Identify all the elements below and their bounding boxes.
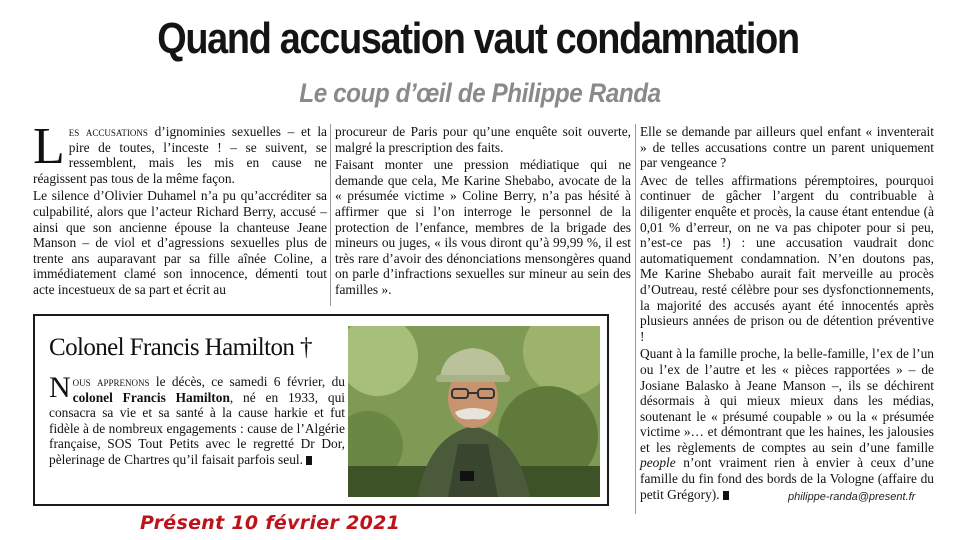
column-divider	[635, 124, 636, 514]
article-column-1	[33, 118, 327, 300]
column-divider	[330, 124, 331, 306]
article-paragraph: procureur de Paris pour qu’une enquête soit ouverte, malgré la prescription des faits.	[335, 124, 631, 155]
lead-in: ous apprenons	[72, 374, 150, 389]
article-paragraph	[33, 118, 327, 186]
italic-word: people	[640, 455, 676, 471]
author-email: philippe-randa@present.fr	[788, 491, 916, 503]
article-column-2	[335, 124, 631, 300]
article-paragraph: Elle se demande par ailleurs quel enfant « inventerait » de telles accusations contre un parent uniquement par vengeance ?	[640, 124, 934, 171]
portrait-illustration	[348, 326, 600, 497]
headline: Quand accusation vaut condamnation	[157, 14, 799, 63]
bold-name: colonel Francis Hamilton	[72, 389, 230, 405]
lead-in: es accusations	[68, 124, 148, 139]
end-mark-icon	[723, 491, 729, 500]
obituary-text	[49, 371, 345, 468]
article-paragraph: Faisant monter une pression médiatique qui ne demande que cela, Me Karine Shebabo, avocate de la « présumée victime » Coline Berry, n’a pas hésité à affirmer que si l’on interroge le personnel de la protection de l’enfance, membres de la brigade des mineurs ou juges, « ils vous diront qu’à 99,99 %, il est très rare d’avoir des dénonciations mensongères quand on parle d’infractions sexuelles sur mineur au sein des familles ».	[335, 157, 631, 297]
paragraph-text: n’ont vraiment rien à envier à ceux d’une famille du fin fond des bords de la Vologne (affaire du petit Grégory).	[640, 455, 934, 502]
article-paragraph	[640, 346, 934, 502]
article-paragraph: Avec de telles affirmations péremptoires, pourquoi continuer de gâcher l’argent du contribuable à diligenter enquête et procès, la cause étant entendue (à 0,01 % d’erreur, on ne va pas chipoter pour si peu, n’est-ce pas !) : une accusation vaudrait donc automatiquement condamnation. N’en doutons pas, Me Karine Shebabo aurait fait merveille au procès d’Outreau, resté célèbre pour ses dysfonctionnements, la majorité des accusés ayant été innocentés après plusieurs années de prison ou de détention préventive !	[640, 172, 934, 344]
end-mark-icon	[306, 456, 312, 465]
obituary-box	[33, 314, 609, 506]
drop-cap: L	[33, 118, 65, 175]
paragraph-text: Quant à la famille proche, la belle-famille, l’ex de l’un ou l’ex de l’autre et les « pièces rapportées » – de Josiane Balasko à Jeane Manson –, ils se déchirent désormais à qui mieux mieux dans les médias, soutenant le « présumé coupable » ou la « présumée victime »… et démontrant que les haines, les jalousies et les règlements de comptes au sein d’une famille	[640, 346, 934, 455]
portrait-photo	[348, 326, 600, 497]
publication-date: Présent 10 février 2021	[140, 512, 401, 534]
paragraph-text: le décès, ce samedi 6 février, du	[149, 374, 345, 389]
article-column-3	[640, 124, 934, 504]
obituary-title: Colonel Francis Hamilton †	[49, 334, 312, 361]
article-paragraph: Le silence d’Olivier Duhamel n’a pu qu’accréditer sa culpabilité, alors que l’acteur Richard Berry, accusé – ainsi que son ancienne épouse la chanteuse Jeane Manson – de viol et d’agressions sexuelles plus de trente ans auparavant par sa fille aînée Coline, a immédiatement clamé son innocence, démenti tout acte incestueux de sa part et écrit au	[33, 188, 327, 297]
paragraph-text: , né en 1933, qui consacra sa vie et sa santé à la cause harkie et fut fidèle à de nombreux engagements : cause de l’Algérie française, SOS Tout Petits avec le regretté Dr Dor, pèlerinage de Chartres qu’il faisait parfois seul.	[49, 389, 345, 467]
drop-cap: N	[49, 371, 71, 404]
byline-subhead: Le coup d’œil de Philippe Randa	[299, 78, 661, 108]
paragraph-text: d’ignominies sexuelles – et la pire de toutes, l’inceste ! – se suivent, se ressemblent, mais les mis en cause ne réagissent pas tous de la même façon.	[33, 124, 327, 186]
